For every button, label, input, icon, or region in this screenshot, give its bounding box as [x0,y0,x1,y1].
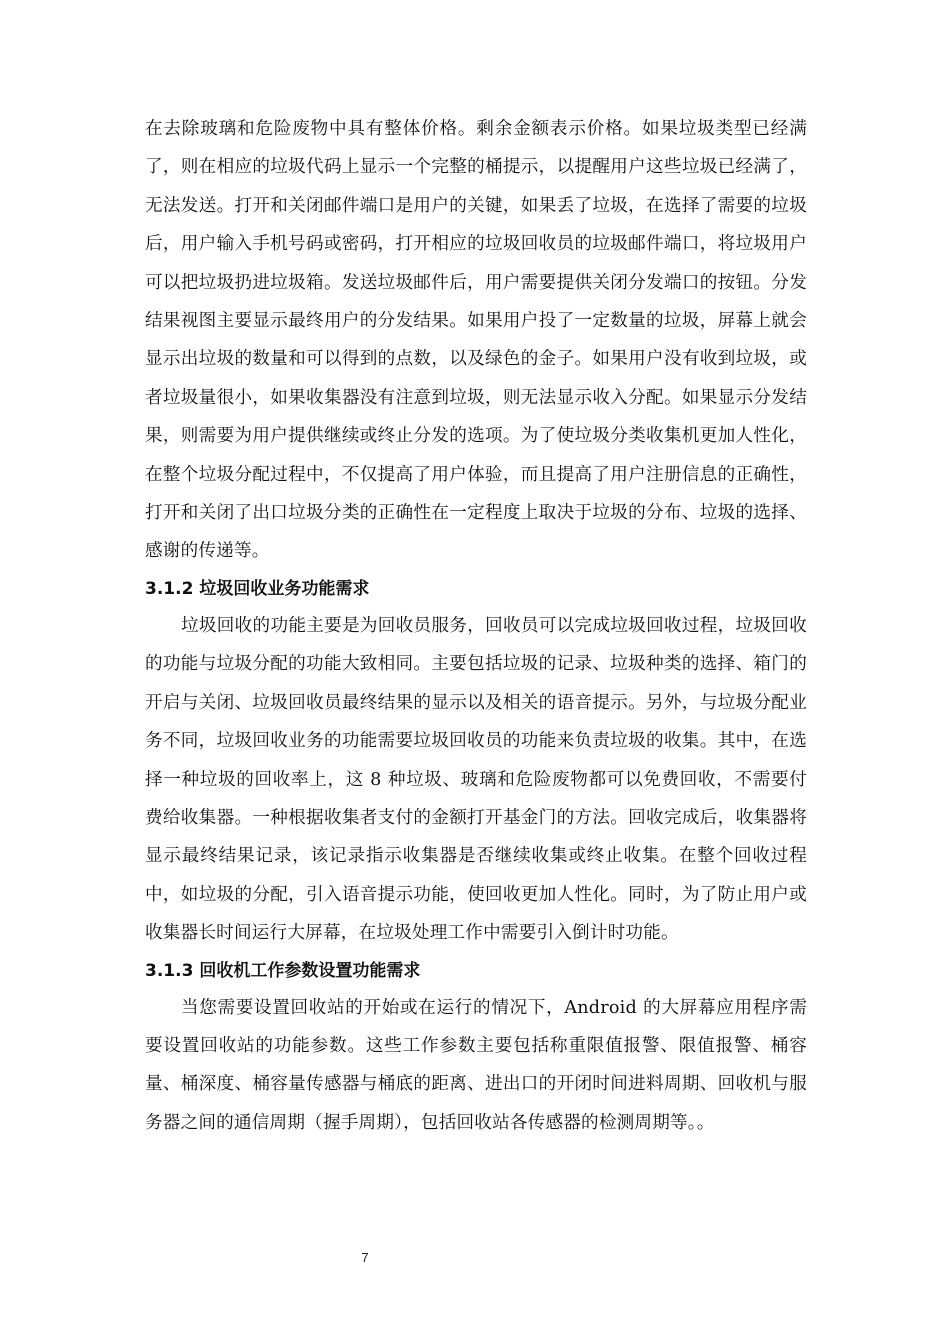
paragraph-continuation: 在去除玻璃和危险废物中具有整体价格。剩余金额表示价格。如果垃圾类型已经满了，则在相应的垃圾代码上显示一个完整的桶提示，以提醒用户这些垃圾已经满了，无法发送。打开和关闭邮件端口是用户的关键，如果丢了垃圾，在选择了需要的垃圾后，用户输入手机号码或密码，打开相应的垃圾回收员的垃圾邮件端口，将垃圾用户可以把垃圾扔进垃圾箱。发送垃圾邮件后，用户需要提供关闭分发端口的按钮。分发结果视图主要显示最终用户的分发结果。如果用户投了一定数量的垃圾，屏幕上就会显示出垃圾的数量和可以得到的点数，以及绿色的金子。如果用户没有收到垃圾，或者垃圾量很小，如果收集器没有注意到垃圾，则无法显示收入分配。如果显示分发结果，则需要为用户提供继续或终止分发的选项。为了使垃圾分类收集机更加人性化，在整个垃圾分配过程中，不仅提高了用户体验，而且提高了用户注册信息的正确性，打开和关闭了出口垃圾分类的正确性在一定程度上取决于垃圾的分布、垃圾的选择、感谢的传递等。 [145,119,807,562]
paragraph-parameter-settings: 当您需要设置回收站的开始或在运行的情况下，Android 的大屏幕应用程序需要设置回收站的功能参数。这些工作参数主要包括称重限值报警、限值报警、桶容量、桶深度、桶容量传感器与桶底的距离、进出口的开闭时间进料周期、回收机与服务器之间的通信周期（握手周期），包括回收站各传感器的检测周期等。。 [145,997,807,1133]
section-heading-3-1-2: 3.1.2 垃圾回收业务功能需求 [145,578,370,599]
page-number: 7 [361,1250,369,1265]
paragraph-recycling-business: 垃圾回收的功能主要是为回收员服务，回收员可以完成垃圾回收过程，垃圾回收的功能与垃圾分配的功能大致相同。主要包括垃圾的记录、垃圾种类的选择、箱门的开启与关闭、垃圾回收员最终结果的显示以及相关的语音提示。另外，与垃圾分配业务不同，垃圾回收业务的功能需要垃圾回收员的功能来负责垃圾的收集。其中，在选择一种垃圾的回收率上，这 8 种垃圾、玻璃和危险废物都可以免费回收，不需要付费给收集器。一种根据收集者支付的金额打开基金门的方法。回收完成后，收集器将显示最终结果记录，该记录指示收集器是否继续收集或终止收集。在整个回收过程中，如垃圾的分配，引入语音提示功能，使回收更加人性化。同时，为了防止用户或收集器长时间运行大屏幕，在垃圾处理工作中需要引入倒计时功能。 [145,615,807,944]
section-heading-3-1-3: 3.1.3 回收机工作参数设置功能需求 [145,960,421,981]
document-body [145,110,807,1142]
